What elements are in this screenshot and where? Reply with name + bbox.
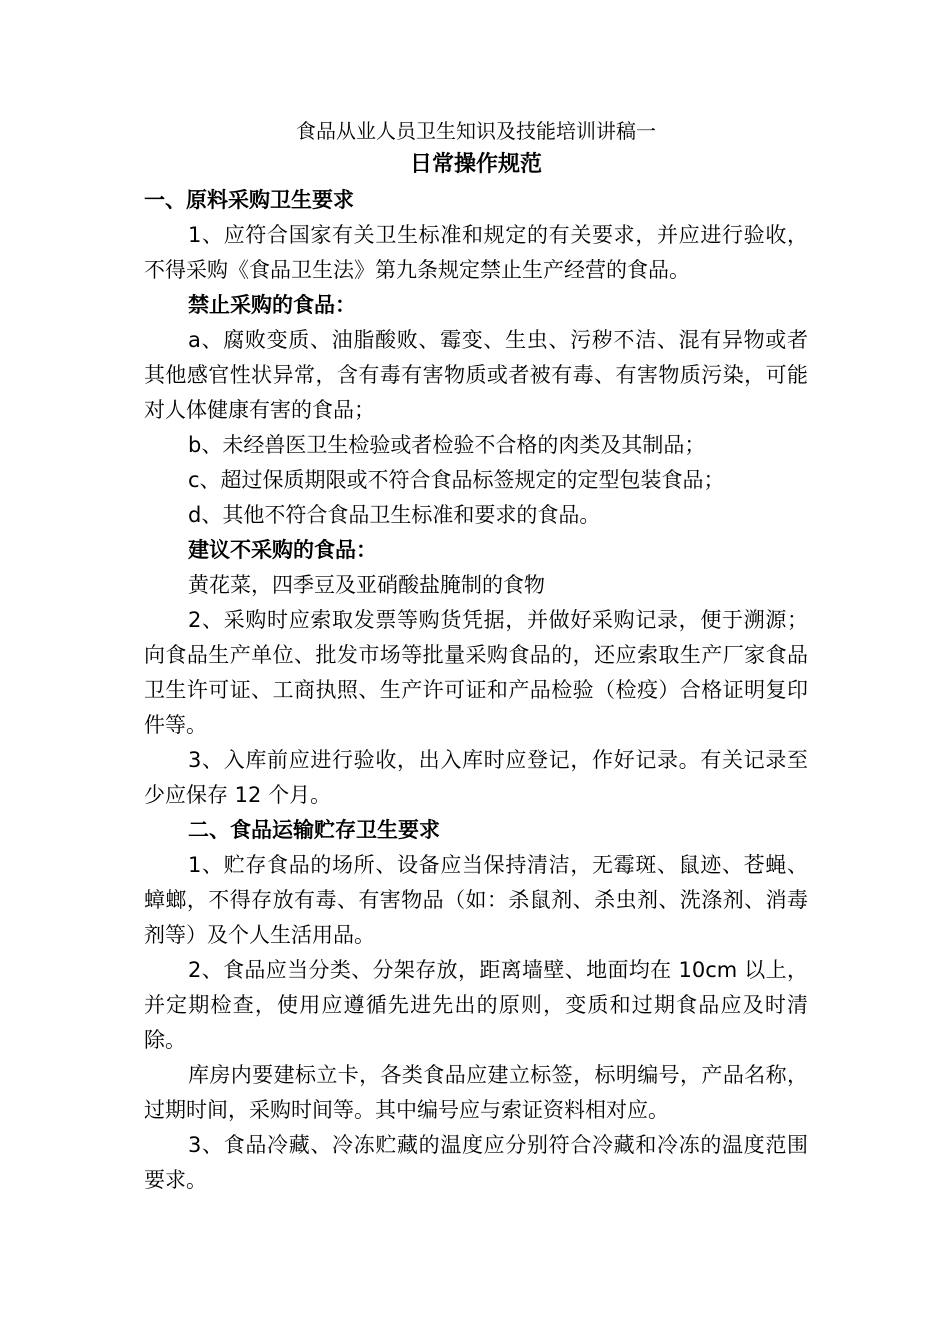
section1-paragraph-1: 1、应符合国家有关卫生标准和规定的有关要求，并应进行验收，不得采购《食品卫生法》第九条规定禁止生产经营的食品。 (144, 223, 808, 282)
document-title: 食品从业人员卫生知识及技能培训讲稿一 (296, 119, 656, 143)
advise-foods-text: 黄花菜，四季豆及亚硝酸盐腌制的食物 (188, 573, 545, 597)
forbidden-item-c: c、超过保质期限或不符合食品标签规定的定型包装食品； (188, 468, 725, 492)
advise-foods-heading: 建议不采购的食品： (188, 538, 377, 562)
section1-paragraph-2: 2、采购时应索取发票等购货凭据，并做好采购记录，便于溯源；向食品生产单位、批发市场等批量采购食品的，还应索取生产厂家食品卫生许可证、工商执照、生产许可证和产品检验（检疫）合格证明复印件等。 (144, 608, 808, 737)
document-body (144, 114, 808, 1198)
section2-paragraph-1: 1、贮存食品的场所、设备应当保持清洁，无霉斑、鼠迹、苍蝇、蟑螂，不得存放有毒、有害物品（如：杀鼠剂、杀虫剂、洗涤剂、消毒剂等）及个人生活用品。 (144, 853, 808, 947)
document-subtitle: 日常操作规范 (409, 152, 542, 177)
section1-heading: 一、原料采购卫生要求 (144, 188, 354, 212)
section2-heading: 二、食品运输贮存卫生要求 (188, 818, 440, 842)
section2-paragraph-2b: 库房内要建标立卡，各类食品应建立标签，标明编号，产品名称，过期时间，采购时间等。其中编号应与索证资料相对应。 (144, 1063, 808, 1122)
section2-paragraph-2: 2、食品应当分类、分架存放，距离墙壁、地面均在 10cm 以上，并定期检查，使用应遵循先进先出的原则，变质和过期食品应及时清除。 (144, 958, 808, 1052)
section1-paragraph-3: 3、入库前应进行验收，出入库时应登记，作好记录。有关记录至少应保存 12 个月。 (144, 748, 808, 807)
forbidden-item-a: a、腐败变质、油脂酸败、霉变、生虫、污秽不洁、混有异物或者其他感官性状异常，含有毒有害物质或者被有毒、有害物质污染，可能对人体健康有害的食品； (144, 328, 808, 422)
section2-paragraph-3: 3、食品冷藏、冷冻贮藏的温度应分别符合冷藏和冷冻的温度范围要求。 (144, 1133, 808, 1192)
forbidden-item-b: b、未经兽医卫生检验或者检验不合格的肉类及其制品； (188, 433, 706, 457)
forbidden-item-d: d、其他不符合食品卫生标准和要求的食品。 (188, 503, 601, 527)
forbidden-foods-heading: 禁止采购的食品： (188, 293, 356, 317)
